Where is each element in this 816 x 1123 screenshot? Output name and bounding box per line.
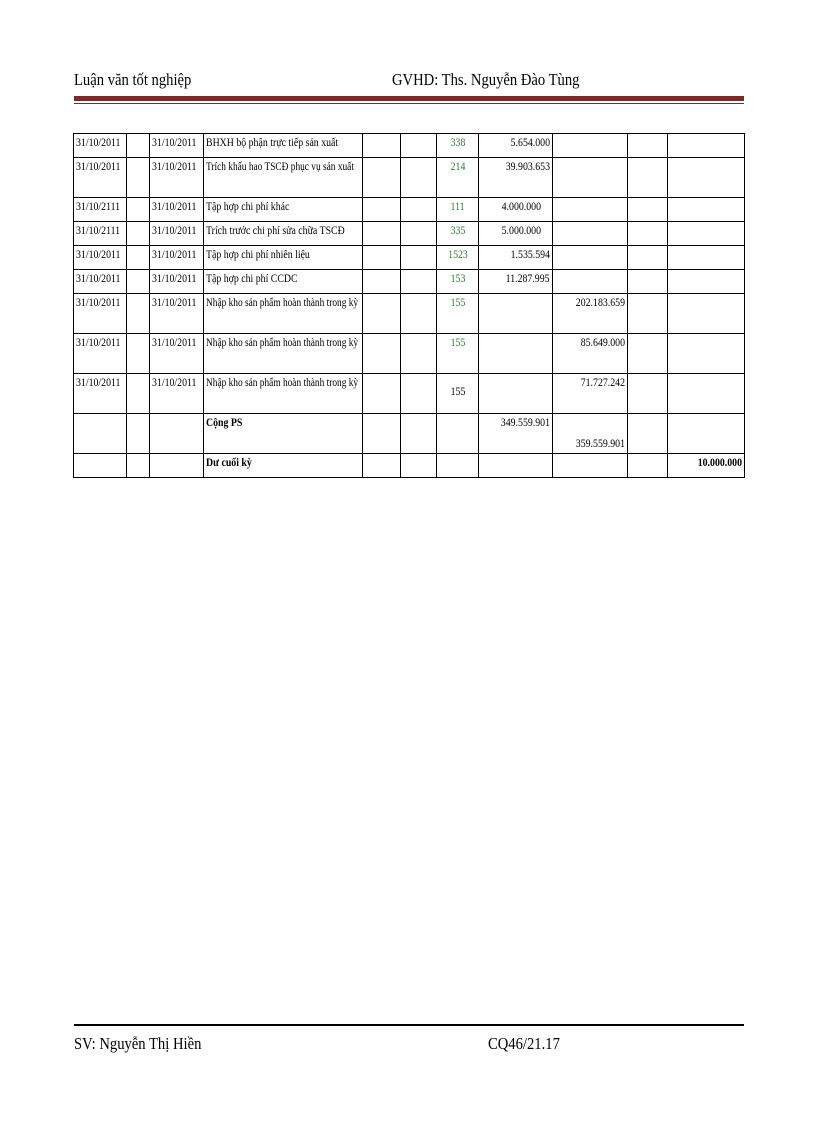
total-label: Cộng PS <box>204 414 363 454</box>
credit-cell <box>553 158 628 198</box>
post-date-cell: 31/10/2011 <box>150 158 204 198</box>
empty-cell <box>401 334 437 374</box>
table-row <box>74 294 745 334</box>
debit-cell <box>479 294 553 334</box>
doc-date-cell: 31/10/2011 <box>74 158 127 198</box>
empty-cell <box>437 454 479 478</box>
balance-cell <box>668 134 745 158</box>
doc-date-cell: 31/10/2011 <box>74 246 127 270</box>
doc-date-cell: 31/10/2011 <box>74 270 127 294</box>
empty-cell <box>628 270 668 294</box>
credit-cell <box>553 270 628 294</box>
empty-cell <box>363 246 401 270</box>
account-cell: 338 <box>437 134 479 158</box>
empty-cell <box>127 246 150 270</box>
empty-cell <box>127 134 150 158</box>
balance-cell <box>668 334 745 374</box>
description-cell: Tập hợp chi phí khác <box>204 198 363 222</box>
empty-cell <box>363 134 401 158</box>
table-row <box>74 270 745 294</box>
student-name: SV: Nguyễn Thị Hiền <box>74 1034 202 1053</box>
account-cell: 214 <box>437 158 479 198</box>
empty-cell <box>628 334 668 374</box>
post-date-cell: 31/10/2011 <box>150 294 204 334</box>
empty-cell <box>74 454 127 478</box>
balance-cell <box>668 246 745 270</box>
empty-cell <box>363 270 401 294</box>
empty-cell <box>127 414 150 454</box>
empty-cell <box>401 374 437 414</box>
table-row <box>74 198 745 222</box>
doc-date-cell: 31/10/2111 <box>74 198 127 222</box>
empty-cell <box>127 454 150 478</box>
closing-balance: 10.000.000 <box>668 454 745 478</box>
page-header <box>74 70 744 96</box>
doc-date-cell: 31/10/2011 <box>74 374 127 414</box>
empty-cell <box>401 454 437 478</box>
credit-cell <box>553 246 628 270</box>
debit-cell <box>479 334 553 374</box>
empty-cell <box>628 246 668 270</box>
total-debit: 349.559.901 <box>479 414 553 454</box>
post-date-cell: 31/10/2011 <box>150 374 204 414</box>
empty-cell <box>127 198 150 222</box>
empty-cell <box>628 294 668 334</box>
empty-cell <box>479 454 553 478</box>
empty-cell <box>363 454 401 478</box>
debit-cell: 11.287.995 <box>479 270 553 294</box>
debit-cell: 4.000.000 <box>479 198 553 222</box>
header-rule-thin <box>74 103 744 104</box>
thesis-title: Luận văn tốt nghiệp <box>74 70 192 89</box>
credit-cell: 71.727.242 <box>553 374 628 414</box>
description-cell: BHXH bộ phận trực tiếp sản xuất <box>204 134 363 158</box>
balance-cell <box>668 270 745 294</box>
description-cell: Nhập kho sản phẩm hoàn thành trong kỳ <box>204 294 363 334</box>
table-row <box>74 222 745 246</box>
empty-cell <box>363 374 401 414</box>
doc-date-cell: 31/10/2111 <box>74 222 127 246</box>
table-row <box>74 246 745 270</box>
empty-cell <box>363 334 401 374</box>
description-cell: Nhập kho sản phẩm hoàn thành trong kỳ <box>204 374 363 414</box>
credit-cell <box>553 222 628 246</box>
balance-cell <box>668 158 745 198</box>
empty-cell <box>363 414 401 454</box>
account-cell: 155 <box>437 374 479 414</box>
balance-cell <box>668 294 745 334</box>
empty-cell <box>74 414 127 454</box>
empty-cell <box>401 270 437 294</box>
empty-cell <box>628 158 668 198</box>
description-cell: Nhập kho sản phẩm hoàn thành trong kỳ <box>204 334 363 374</box>
empty-cell <box>401 158 437 198</box>
empty-cell <box>401 134 437 158</box>
empty-cell <box>127 374 150 414</box>
empty-cell <box>401 414 437 454</box>
empty-cell <box>553 454 628 478</box>
description-cell: Tập hợp chi phí nhiên liệu <box>204 246 363 270</box>
credit-cell: 85.649.000 <box>553 334 628 374</box>
post-date-cell: 31/10/2011 <box>150 334 204 374</box>
account-cell: 1523 <box>437 246 479 270</box>
empty-cell <box>401 198 437 222</box>
post-date-cell: 31/10/2011 <box>150 222 204 246</box>
empty-cell <box>668 414 745 454</box>
class-code: CQ46/21.17 <box>488 1034 560 1053</box>
credit-cell <box>553 198 628 222</box>
footer-rule <box>74 1024 744 1026</box>
doc-date-cell: 31/10/2011 <box>74 134 127 158</box>
debit-cell: 5.000.000 <box>479 222 553 246</box>
post-date-cell: 31/10/2011 <box>150 134 204 158</box>
account-cell: 153 <box>437 270 479 294</box>
table-row <box>74 134 745 158</box>
empty-cell <box>628 454 668 478</box>
account-cell: 155 <box>437 294 479 334</box>
empty-cell <box>401 246 437 270</box>
empty-cell <box>150 454 204 478</box>
empty-cell <box>628 198 668 222</box>
credit-cell <box>553 134 628 158</box>
balance-cell <box>668 374 745 414</box>
closing-row <box>74 454 745 478</box>
empty-cell <box>127 334 150 374</box>
empty-cell <box>628 222 668 246</box>
balance-cell <box>668 198 745 222</box>
supervisor-name: GVHD: Ths. Nguyễn Đào Tùng <box>392 70 580 89</box>
closing-label: Dư cuối kỳ <box>204 454 363 478</box>
empty-cell <box>628 374 668 414</box>
post-date-cell: 31/10/2011 <box>150 198 204 222</box>
empty-cell <box>363 222 401 246</box>
table-row <box>74 158 745 198</box>
table-row <box>74 334 745 374</box>
empty-cell <box>127 270 150 294</box>
table-row <box>74 374 745 414</box>
header-rule-thick <box>74 96 744 101</box>
empty-cell <box>127 294 150 334</box>
debit-cell: 5.654.000 <box>479 134 553 158</box>
debit-cell: 1.535.594 <box>479 246 553 270</box>
total-credit: 359.559.901 <box>553 414 628 454</box>
ledger-table <box>73 133 745 478</box>
debit-cell <box>479 374 553 414</box>
account-cell: 111 <box>437 198 479 222</box>
description-cell: Tập hợp chi phí CCDC <box>204 270 363 294</box>
post-date-cell: 31/10/2011 <box>150 270 204 294</box>
description-cell: Trích trước chi phí sửa chữa TSCĐ <box>204 222 363 246</box>
empty-cell <box>437 414 479 454</box>
empty-cell <box>363 158 401 198</box>
account-cell: 155 <box>437 334 479 374</box>
empty-cell <box>363 294 401 334</box>
empty-cell <box>363 198 401 222</box>
debit-cell: 39.903.653 <box>479 158 553 198</box>
doc-date-cell: 31/10/2011 <box>74 334 127 374</box>
empty-cell <box>127 158 150 198</box>
empty-cell <box>401 294 437 334</box>
balance-cell <box>668 222 745 246</box>
account-cell: 335 <box>437 222 479 246</box>
empty-cell <box>150 414 204 454</box>
empty-cell <box>127 222 150 246</box>
description-cell: Trích khấu hao TSCĐ phục vụ sản xuất <box>204 158 363 198</box>
empty-cell <box>401 222 437 246</box>
total-row <box>74 414 745 454</box>
doc-date-cell: 31/10/2011 <box>74 294 127 334</box>
empty-cell <box>628 414 668 454</box>
empty-cell <box>628 134 668 158</box>
post-date-cell: 31/10/2011 <box>150 246 204 270</box>
credit-cell: 202.183.659 <box>553 294 628 334</box>
